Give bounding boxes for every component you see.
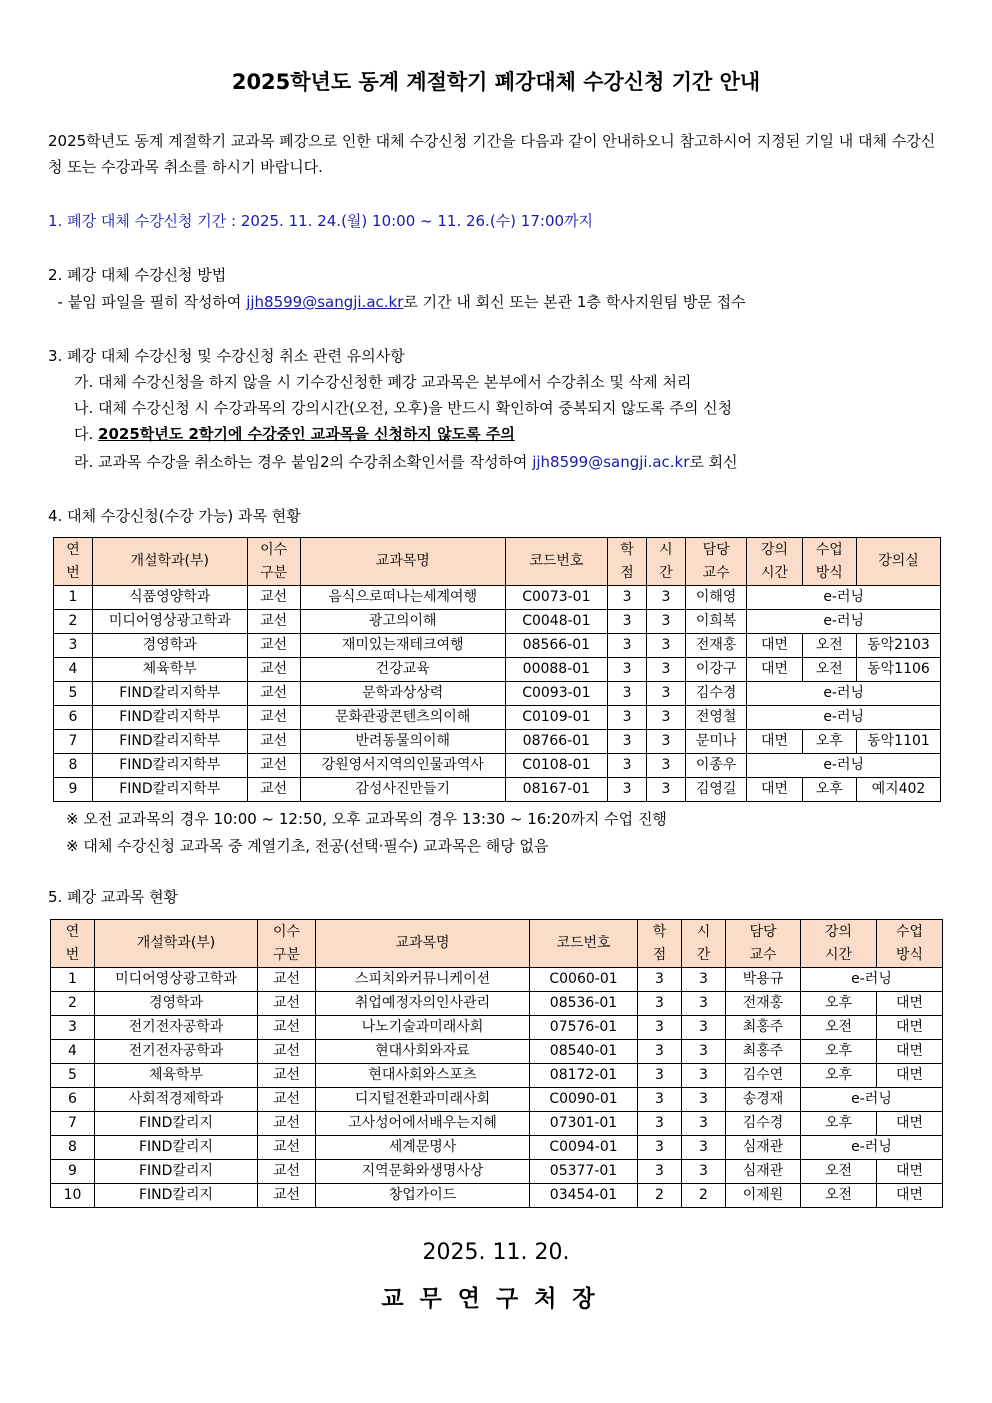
table-cell: C0109-01 — [505, 706, 607, 730]
table-cell: 교선 — [247, 682, 300, 706]
table-cell: 3 — [638, 1136, 682, 1160]
table-row — [54, 610, 941, 634]
table-cell: 심재관 — [726, 1136, 801, 1160]
table-cell: 디지털전환과미래사회 — [316, 1088, 530, 1112]
table-cell: 김영길 — [685, 778, 746, 802]
table-cell: 대면 — [747, 730, 802, 754]
section2-line — [48, 289, 746, 315]
table-cell: 강원영서지역의인물과역사 — [300, 754, 505, 778]
table-cell: 오후 — [802, 778, 856, 802]
table-cell: 10 — [51, 1184, 95, 1208]
table-cell: 식품영양학과 — [92, 586, 247, 610]
column-header: 담당 교수 — [685, 538, 746, 586]
table-cell: 예지402 — [856, 778, 940, 802]
table-row — [51, 1088, 943, 1112]
table-cell: 교선 — [247, 754, 300, 778]
table-cell: 교선 — [247, 778, 300, 802]
table-cell: 9 — [54, 778, 93, 802]
table-cell: 건강교육 — [300, 658, 505, 682]
table-cell: C0093-01 — [505, 682, 607, 706]
table-cell: 반려동물의이해 — [300, 730, 505, 754]
table-cell: 08536-01 — [530, 992, 638, 1016]
table-cell: 문미나 — [685, 730, 746, 754]
table-cell: 교선 — [258, 1160, 316, 1184]
section4-heading: 4. 대체 수강신청(수강 가능) 과목 현황 — [48, 507, 301, 525]
table-cell: 대면 — [877, 1016, 943, 1040]
table-row — [54, 778, 941, 802]
table-cell: 지역문화와생명사상 — [316, 1160, 530, 1184]
table-row — [51, 1064, 943, 1088]
table-cell: 08167-01 — [505, 778, 607, 802]
table-cell: 미디어영상광고학과 — [92, 610, 247, 634]
e-learning-cell: e-러닝 — [747, 682, 941, 706]
table-cell: 이해영 — [685, 586, 746, 610]
table-cell: 3 — [646, 706, 685, 730]
table-cell: 07301-01 — [530, 1112, 638, 1136]
column-header: 학 점 — [638, 920, 682, 968]
table-cell: 6 — [54, 706, 93, 730]
ra-email[interactable]: jjh8599@sangji.ac.kr — [532, 453, 690, 471]
table-cell: 이제원 — [726, 1184, 801, 1208]
table-cell: 3 — [638, 1112, 682, 1136]
section2-suffix: 로 기간 내 회신 또는 본관 1층 학사지원팀 방문 접수 — [403, 293, 746, 311]
table-cell: C0060-01 — [530, 968, 638, 992]
table-cell: 2 — [638, 1184, 682, 1208]
column-header: 교과목명 — [300, 538, 505, 586]
e-learning-cell: e-러닝 — [801, 1136, 943, 1160]
section1-period: 1. 폐강 대체 수강신청 기간 : 2025. 11. 24.(월) 10:00 ~ 11. 26.(수) 17:00까지 — [48, 212, 594, 230]
section3-ra — [74, 449, 738, 475]
table-cell: 오후 — [801, 1112, 877, 1136]
table-cell: 3 — [682, 1112, 726, 1136]
table-cell: 08766-01 — [505, 730, 607, 754]
table-cell: 동악2103 — [856, 634, 940, 658]
table-cell: C0108-01 — [505, 754, 607, 778]
table-cell: 7 — [54, 730, 93, 754]
intro-paragraph: 2025학년도 동계 계절학기 교과목 폐강으로 인한 대체 수강신청 기간을 다음과 같이 안내하오니 참고하시어 지정된 기일 내 대체 수강신청 또는 수강과목 취소를 하시기 바랍니다. — [48, 132, 936, 176]
table-cell: 3 — [646, 658, 685, 682]
table-cell: 교선 — [247, 730, 300, 754]
table-cell: 대면 — [877, 992, 943, 1016]
table-cell: 감성사진만들기 — [300, 778, 505, 802]
table-cell: 3 — [646, 778, 685, 802]
issuing-office: 교무연구처장 — [381, 1286, 611, 1312]
table-cell: 8 — [51, 1136, 95, 1160]
table-cell: 교선 — [258, 1184, 316, 1208]
table-row — [51, 1016, 943, 1040]
table-cell: 3 — [638, 968, 682, 992]
table-cell: FIND칼리지 — [95, 1136, 258, 1160]
table-cell: FIND칼리지 — [95, 1160, 258, 1184]
table-row — [54, 658, 941, 682]
table-cell: 3 — [646, 754, 685, 778]
table-cell: 오전 — [801, 1160, 877, 1184]
table-cell: 김수연 — [726, 1064, 801, 1088]
column-header: 시 간 — [682, 920, 726, 968]
table-cell: 5 — [51, 1064, 95, 1088]
column-header: 연 번 — [51, 920, 95, 968]
table-cell: FIND칼리지학부 — [92, 754, 247, 778]
table-cell: 박용규 — [726, 968, 801, 992]
table-cell: 7 — [51, 1112, 95, 1136]
table-cell: 08540-01 — [530, 1040, 638, 1064]
table-cell: 오전 — [801, 1184, 877, 1208]
table-cell: 전재홍 — [726, 992, 801, 1016]
section2-heading: 2. 폐강 대체 수강신청 방법 — [48, 266, 227, 284]
table-cell: FIND칼리지학부 — [92, 730, 247, 754]
table-cell: 교선 — [258, 1136, 316, 1160]
table-cell: 이종우 — [685, 754, 746, 778]
section3-da-prefix: 다. — [74, 425, 99, 443]
table-cell: 교선 — [258, 1016, 316, 1040]
section3-na: 나. 대체 수강신청 시 수강과목의 강의시간(오전, 오후)을 반드시 확인하여 중복되지 않도록 주의 신청 — [74, 399, 733, 417]
table-cell: 3 — [646, 610, 685, 634]
table-row — [51, 1112, 943, 1136]
table-cell: 교선 — [258, 1112, 316, 1136]
table-cell: 전재홍 — [685, 634, 746, 658]
table-cell: 동악1106 — [856, 658, 940, 682]
table-cell: 고사성어에서배우는지혜 — [316, 1112, 530, 1136]
table-cell: 00088-01 — [505, 658, 607, 682]
table-cell: 김수경 — [685, 682, 746, 706]
table-cell: 문화관광콘텐츠의이해 — [300, 706, 505, 730]
table-cell: 6 — [51, 1088, 95, 1112]
table-cell: 5 — [54, 682, 93, 706]
table-row — [54, 586, 941, 610]
table-cell: 3 — [638, 992, 682, 1016]
table-cell: 이강구 — [685, 658, 746, 682]
table-cell: 사회적경제학과 — [95, 1088, 258, 1112]
table-header-row — [54, 538, 941, 586]
table-cell: 김수경 — [726, 1112, 801, 1136]
table-cell: 오후 — [801, 1064, 877, 1088]
table-cell: 4 — [54, 658, 93, 682]
table-cell: 대면 — [877, 1040, 943, 1064]
table-cell: 3 — [646, 586, 685, 610]
table-cell: 교선 — [247, 634, 300, 658]
column-header: 강의 시간 — [747, 538, 802, 586]
e-learning-cell: e-러닝 — [747, 706, 941, 730]
table-cell: 교선 — [247, 706, 300, 730]
section3-da-emphasis: 2025학년도 2학기에 수강중인 교과목을 신청하지 않도록 주의 — [98, 425, 515, 443]
column-header: 학 점 — [608, 538, 647, 586]
column-header: 코드번호 — [505, 538, 607, 586]
table-row — [54, 634, 941, 658]
column-header: 개설학과(부) — [95, 920, 258, 968]
table-header-row — [51, 920, 943, 968]
table-cell: 3 — [638, 1016, 682, 1040]
table-cell: 3 — [682, 1016, 726, 1040]
table-cell: 교선 — [258, 1088, 316, 1112]
column-header: 수업 방식 — [802, 538, 856, 586]
table-cell: 최홍주 — [726, 1016, 801, 1040]
table-cell: 3 — [682, 1088, 726, 1112]
table-cell: 음식으로떠나는세계여행 — [300, 586, 505, 610]
table-cell: 오전 — [802, 658, 856, 682]
table-cell: 교선 — [247, 610, 300, 634]
table-cell: 3 — [638, 1088, 682, 1112]
table-cell: 이희복 — [685, 610, 746, 634]
table-cell: 3 — [646, 730, 685, 754]
table-cell: 오후 — [801, 992, 877, 1016]
table-cell: 3 — [682, 1136, 726, 1160]
table-row — [54, 706, 941, 730]
table-cell: 체육학부 — [92, 658, 247, 682]
table-cell: 05377-01 — [530, 1160, 638, 1184]
e-learning-cell: e-러닝 — [747, 586, 941, 610]
table-cell: 대면 — [747, 634, 802, 658]
table-cell: C0094-01 — [530, 1136, 638, 1160]
table-cell: 현대사회와스포츠 — [316, 1064, 530, 1088]
table-cell: 체육학부 — [95, 1064, 258, 1088]
column-header: 강의실 — [856, 538, 940, 586]
table-cell: 3 — [638, 1040, 682, 1064]
table-cell: 2 — [51, 992, 95, 1016]
table-cell: 3 — [638, 1064, 682, 1088]
table-row — [54, 682, 941, 706]
table-cell: 송경재 — [726, 1088, 801, 1112]
section4-note2: ※ 대체 수강신청 교과목 중 계열기초, 전공(선택·필수) 교과목은 해당 없음 — [66, 837, 549, 855]
table-cell: C0048-01 — [505, 610, 607, 634]
table-cell: 광고의이해 — [300, 610, 505, 634]
table-cell: 세계문명사 — [316, 1136, 530, 1160]
table-cell: 교선 — [258, 992, 316, 1016]
column-header: 연 번 — [54, 538, 93, 586]
table-cell: 교선 — [247, 586, 300, 610]
table-cell: 3 — [646, 682, 685, 706]
table-cell: 3 — [608, 658, 647, 682]
section3-da — [74, 421, 515, 447]
table-cell: 문학과상상력 — [300, 682, 505, 706]
document-date: 2025. 11. 20. — [422, 1240, 570, 1265]
table-cell: 최홍주 — [726, 1040, 801, 1064]
table-cell: 3 — [682, 968, 726, 992]
available-courses-table — [53, 537, 941, 802]
table-cell: 경영학과 — [92, 634, 247, 658]
table-cell: 2 — [682, 1184, 726, 1208]
table-cell: 3 — [608, 610, 647, 634]
table-cell: 대면 — [747, 778, 802, 802]
table-cell: 1 — [54, 586, 93, 610]
section3-ga: 가. 대체 수강신청을 하지 않을 시 기수강신청한 폐강 교과목은 본부에서 수강취소 및 삭제 처리 — [74, 373, 692, 391]
table-cell: FIND칼리지학부 — [92, 682, 247, 706]
table-cell: 08172-01 — [530, 1064, 638, 1088]
table-cell: 4 — [51, 1040, 95, 1064]
table-cell: 8 — [54, 754, 93, 778]
table-cell: 3 — [608, 730, 647, 754]
table-cell: 3 — [608, 634, 647, 658]
table-cell: 스피치와커뮤니케이션 — [316, 968, 530, 992]
section3-ra-suffix: 로 회신 — [689, 453, 738, 471]
table-cell: 3 — [638, 1160, 682, 1184]
table-cell: 전기전자공학과 — [95, 1016, 258, 1040]
table-cell: 동악1101 — [856, 730, 940, 754]
table-cell: 나노기술과미래사회 — [316, 1016, 530, 1040]
column-header: 강의 시간 — [801, 920, 877, 968]
column-header: 시 간 — [646, 538, 685, 586]
table-cell: 3 — [682, 1040, 726, 1064]
table-cell: FIND칼리지학부 — [92, 706, 247, 730]
table-cell: 3 — [608, 706, 647, 730]
table-cell: 경영학과 — [95, 992, 258, 1016]
table-cell: 03454-01 — [530, 1184, 638, 1208]
table-cell: 미디어영상광고학과 — [95, 968, 258, 992]
section3-heading: 3. 폐강 대체 수강신청 및 수강신청 취소 관련 유의사항 — [48, 347, 405, 365]
e-learning-cell: e-러닝 — [747, 610, 941, 634]
table-cell: 현대사회와자료 — [316, 1040, 530, 1064]
table-cell: 3 — [608, 754, 647, 778]
closed-courses-table — [50, 919, 943, 1208]
table-cell: 08566-01 — [505, 634, 607, 658]
section5-heading: 5. 폐강 교과목 현황 — [48, 888, 179, 906]
table-cell: 오전 — [802, 634, 856, 658]
table-cell: C0090-01 — [530, 1088, 638, 1112]
table-cell: 취업예정자의인사관리 — [316, 992, 530, 1016]
table-cell: 대면 — [877, 1112, 943, 1136]
column-header: 이수 구분 — [247, 538, 300, 586]
column-header: 수업 방식 — [877, 920, 943, 968]
column-header: 교과목명 — [316, 920, 530, 968]
table-cell: 전기전자공학과 — [95, 1040, 258, 1064]
column-header: 이수 구분 — [258, 920, 316, 968]
table-cell: 3 — [608, 586, 647, 610]
table-cell: 3 — [682, 1160, 726, 1184]
table-cell: 3 — [682, 992, 726, 1016]
table-row — [51, 992, 943, 1016]
table-cell: FIND칼리지학부 — [92, 778, 247, 802]
column-header: 담당 교수 — [726, 920, 801, 968]
e-learning-cell: e-러닝 — [801, 1088, 943, 1112]
column-header: 코드번호 — [530, 920, 638, 968]
table-cell: 오후 — [802, 730, 856, 754]
table-cell: 재미있는재테크여행 — [300, 634, 505, 658]
table-row — [51, 1040, 943, 1064]
table-cell: FIND칼리지 — [95, 1112, 258, 1136]
email-link[interactable]: jjh8599@sangji.ac.kr — [246, 293, 404, 311]
table-cell: 교선 — [258, 1064, 316, 1088]
table-row — [54, 754, 941, 778]
section2-prefix: - 붙임 파일을 필히 작성하여 — [48, 293, 247, 311]
table-cell: 3 — [51, 1016, 95, 1040]
table-cell: 대면 — [877, 1160, 943, 1184]
table-cell: FIND칼리지 — [95, 1184, 258, 1208]
table-cell: 오후 — [801, 1040, 877, 1064]
table-cell: 오전 — [801, 1016, 877, 1040]
table-cell: 대면 — [747, 658, 802, 682]
table-cell: 3 — [54, 634, 93, 658]
table-cell: 1 — [51, 968, 95, 992]
table-cell: 창업가이드 — [316, 1184, 530, 1208]
table-row — [51, 968, 943, 992]
table-cell: 심재관 — [726, 1160, 801, 1184]
column-header: 개설학과(부) — [92, 538, 247, 586]
table-row — [51, 1160, 943, 1184]
e-learning-cell: e-러닝 — [801, 968, 943, 992]
table-cell: 9 — [51, 1160, 95, 1184]
table-cell: 교선 — [258, 968, 316, 992]
table-cell: C0073-01 — [505, 586, 607, 610]
table-cell: 3 — [608, 778, 647, 802]
e-learning-cell: e-러닝 — [747, 754, 941, 778]
section4-note1: ※ 오전 교과목의 경우 10:00 ~ 12:50, 오후 교과목의 경우 13:30 ~ 16:20까지 수업 진행 — [66, 810, 667, 828]
table-cell: 대면 — [877, 1184, 943, 1208]
page-title: 2025학년도 동계 계절학기 폐강대체 수강신청 기간 안내 — [231, 70, 761, 94]
table-row — [51, 1184, 943, 1208]
table-row — [54, 730, 941, 754]
table-row — [51, 1136, 943, 1160]
table-cell: 교선 — [258, 1040, 316, 1064]
table-cell: 3 — [646, 634, 685, 658]
table-cell: 3 — [608, 682, 647, 706]
table-cell: 전영철 — [685, 706, 746, 730]
table-cell: 3 — [682, 1064, 726, 1088]
table-cell: 2 — [54, 610, 93, 634]
section3-ra-prefix: 라. 교과목 수강을 취소하는 경우 붙임2의 수강취소확인서를 작성하여 — [74, 453, 533, 471]
table-cell: 07576-01 — [530, 1016, 638, 1040]
table-cell: 교선 — [247, 658, 300, 682]
table-cell: 대면 — [877, 1064, 943, 1088]
